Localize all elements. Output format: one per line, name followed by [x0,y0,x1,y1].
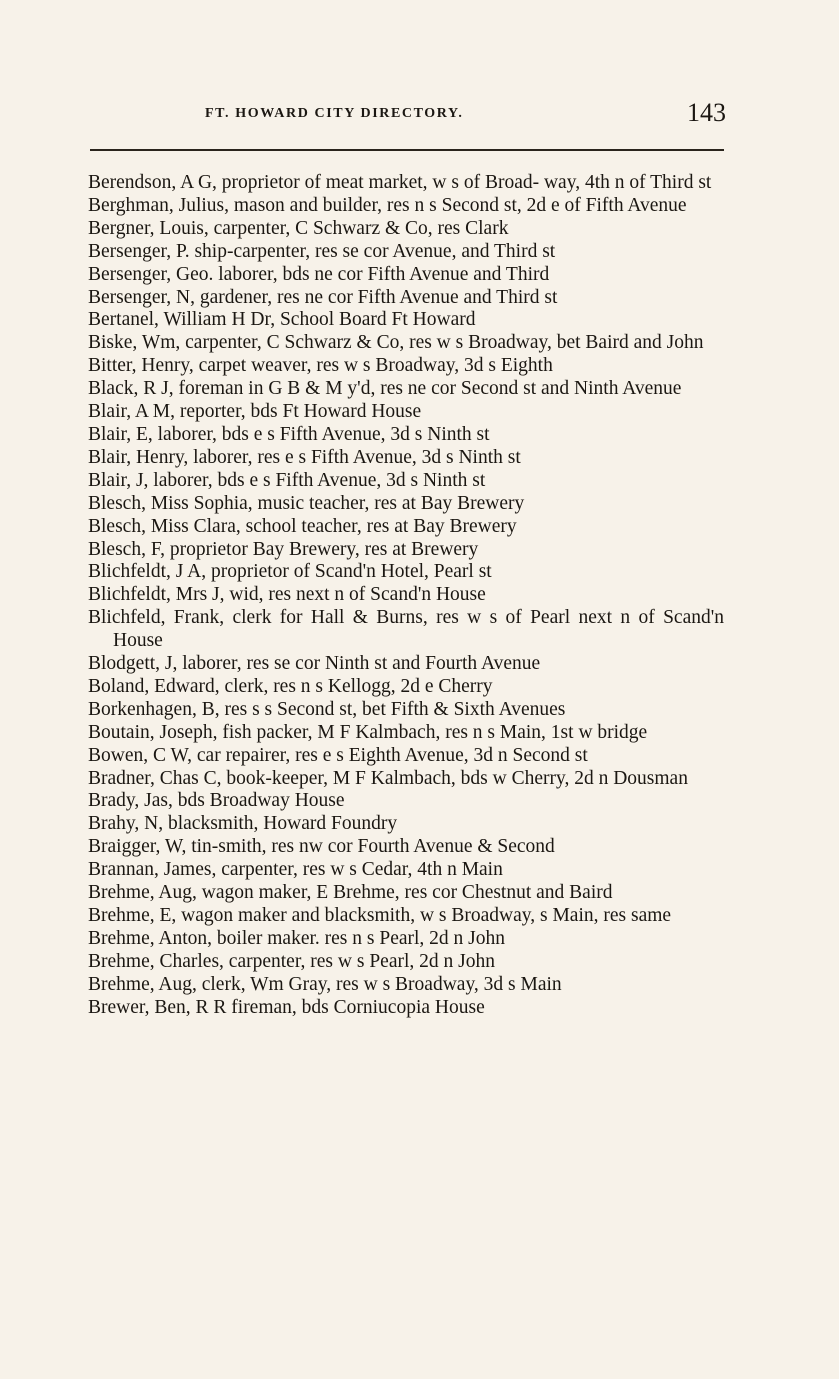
directory-entry: Bertanel, William H Dr, School Board Ft Howard [88,309,476,331]
directory-entries [88,172,724,1020]
running-title: FT. HOWARD CITY DIRECTORY. [205,106,464,121]
directory-entry: Blichfeld, Frank, clerk for Hall & Burns, res w s of Pearl next n of Scand'n House [88,607,724,652]
directory-entry: Black, R J, foreman in G B & M y'd, res ne cor Second st and Ninth Avenue [88,378,682,400]
header-rule [90,149,724,151]
directory-entry: Bowen, C W, car repairer, res e s Eighth Avenue, 3d n Second st [88,744,588,766]
directory-entry: Brehme, Anton, boiler maker. res n s Pearl, 2d n John [88,927,506,949]
directory-entry: Blesch, Miss Sophia, music teacher, res at Bay Brewery [88,492,525,514]
directory-entry: Blichfeldt, J A, proprietor of Scand'n Hotel, Pearl st [88,561,492,583]
directory-entry: Brehme, Aug, wagon maker, E Brehme, res cor Chestnut and Baird [88,882,613,904]
directory-entry: Berghman, Julius, mason and builder, res n s Second st, 2d e of Fifth Avenue [88,194,687,216]
directory-entry: Brannan, James, carpenter, res w s Cedar, 4th n Main [88,859,503,881]
directory-entry: Berendson, A G, proprietor of meat market, w s of Broad- way, 4th n of Third st [88,172,712,193]
page-number: 143 [687,98,726,127]
directory-entry: Bersenger, Geo. laborer, bds ne cor Fifth Avenue and Third [88,263,550,285]
directory-entry: Brehme, E, wagon maker and blacksmith, w s Broadway, s Main, res same [88,905,672,926]
directory-entry: Brahy, N, blacksmith, Howard Foundry [88,813,398,835]
directory-entry: Blair, J, laborer, bds e s Fifth Avenue, 3d s Ninth st [88,469,486,491]
directory-entry: Borkenhagen, B, res s s Second st, bet Fifth & Sixth Avenues [88,698,566,720]
directory-entry: Blair, Henry, laborer, res e s Fifth Avenue, 3d s Ninth st [88,446,521,468]
directory-entry: Blesch, Miss Clara, school teacher, res at Bay Brewery [88,515,517,537]
directory-entry: Bergner, Louis, carpenter, C Schwarz & Co, res Clark [88,217,509,239]
directory-entry: Blair, E, laborer, bds e s Fifth Avenue, 3d s Ninth st [88,423,490,445]
directory-entry: Boland, Edward, clerk, res n s Kellogg, 2d e Cherry [88,675,493,697]
directory-entry: Biske, Wm, carpenter, C Schwarz & Co, res w s Broadway, bet Baird and John [88,332,704,354]
directory-entry: Brewer, Ben, R R fireman, bds Corniucopia House [88,996,485,1018]
directory-entry: Bitter, Henry, carpet weaver, res w s Broadway, 3d s Eighth [88,355,553,377]
directory-entry: Braigger, W, tin-smith, res nw cor Fourth Avenue & Second [88,836,555,858]
page-header [90,96,730,132]
directory-entry: Bersenger, P. ship-carpenter, res se cor Avenue, and Third st [88,240,556,262]
directory-entry: Blodgett, J, laborer, res se cor Ninth st and Fourth Avenue [88,653,541,675]
directory-entry: Brady, Jas, bds Broadway House [88,790,345,812]
directory-entry: Blesch, F, proprietor Bay Brewery, res at Brewery [88,538,479,560]
directory-entry: Boutain, Joseph, fish packer, M F Kalmbach, res n s Main, 1st w bridge [88,721,648,743]
directory-entry: Brehme, Charles, carpenter, res w s Pearl, 2d n John [88,950,495,972]
directory-entry: Brehme, Aug, clerk, Wm Gray, res w s Broadway, 3d s Main [88,973,562,995]
directory-entry: Bersenger, N, gardener, res ne cor Fifth Avenue and Third st [88,286,558,308]
directory-entry: Blair, A M, reporter, bds Ft Howard House [88,401,422,423]
directory-entry: Blichfeldt, Mrs J, wid, res next n of Scand'n House [88,584,486,606]
directory-entry: Bradner, Chas C, book-keeper, M F Kalmbach, bds w Cherry, 2d n Dousman [88,767,688,789]
